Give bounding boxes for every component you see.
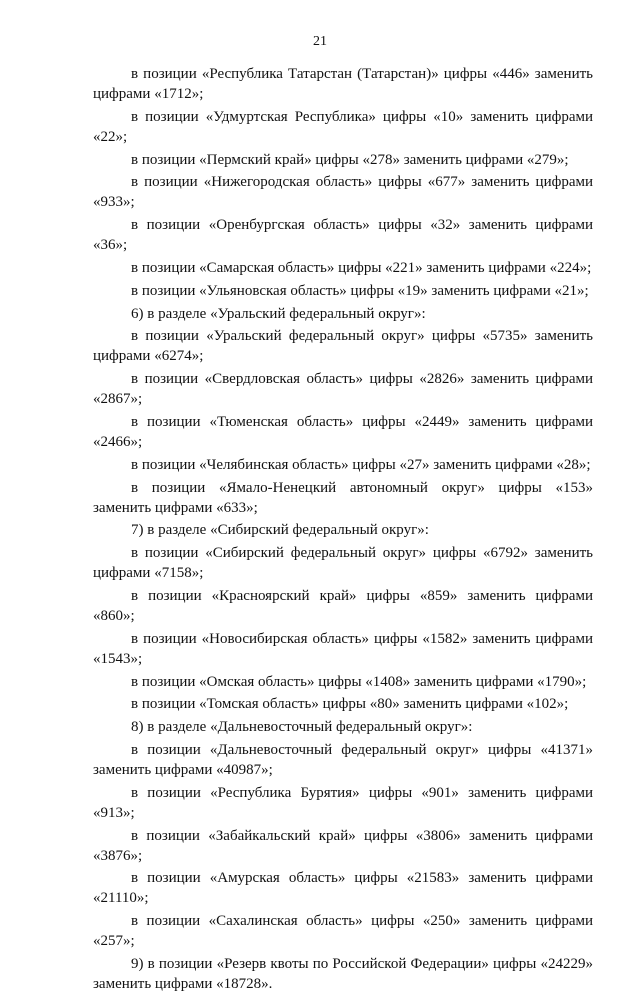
paragraph: в позиции «Тюменская область» цифры «2449» заменить цифрами «2466»; (93, 413, 593, 450)
section-heading: 8) в разделе «Дальневосточный федеральный округ»: (131, 719, 473, 736)
paragraph: в позиции «Сахалинская область» цифры «250» заменить цифрами «257»; (93, 913, 593, 950)
paragraph: в позиции «Оренбургская область» цифры «32» заменить цифрами «36»; (93, 217, 593, 254)
paragraph: в позиции «Амурская область» цифры «21583» заменить цифрами «21110»; (93, 870, 593, 907)
paragraph: в позиции «Самарская область» цифры «221» заменить цифрами «224»; (131, 259, 592, 276)
paragraph: в позиции «Удмуртская Республика» цифры «10» заменить цифрами «22»; (93, 108, 593, 145)
paragraph: в позиции «Челябинская область» цифры «27» заменить цифрами «28»; (131, 456, 591, 473)
paragraph: в позиции «Красноярский край» цифры «859» заменить цифрами «860»; (93, 587, 593, 624)
paragraph: в позиции «Томская область» цифры «80» заменить цифрами «102»; (131, 696, 569, 713)
paragraph: в позиции «Новосибирская область» цифры «1582» заменить цифрами «1543»; (93, 630, 593, 667)
paragraph: в позиции «Сибирский федеральный округ» цифры «6792» заменить цифрами «7158»; (93, 545, 593, 582)
paragraph: в позиции «Пермский край» цифры «278» заменить цифрами «279»; (131, 151, 569, 168)
paragraph: в позиции «Забайкальский край» цифры «3806» заменить цифрами «3876»; (93, 827, 593, 864)
paragraph: в позиции «Уральский федеральный округ» цифры «5735» заменить цифрами «6274»; (93, 328, 593, 365)
paragraph: в позиции «Нижегородская область» цифры «677» заменить цифрами «933»; (93, 174, 593, 211)
paragraph: в позиции «Ульяновская область» цифры «19» заменить цифрами «21»; (131, 282, 589, 299)
paragraph: 9) в позиции «Резерв квоты по Российской Федерации» цифры «24229» заменить цифрами «18728». (93, 955, 593, 992)
paragraph: в позиции «Дальневосточный федеральный округ» цифры «41371» заменить цифрами «40987»; (93, 741, 593, 778)
paragraph: в позиции «Республика Татарстан (Татарстан)» цифры «446» заменить цифрами «1712»; (93, 66, 593, 102)
section-heading: 6) в разделе «Уральский федеральный округ»: (131, 305, 426, 322)
document-body (93, 64, 593, 997)
page-number: 21 (313, 34, 327, 49)
paragraph: в позиции «Омская область» цифры «1408» заменить цифрами «1790»; (131, 673, 587, 690)
paragraph: в позиции «Республика Бурятия» цифры «901» заменить цифрами «913»; (93, 784, 593, 821)
paragraph: в позиции «Ямало-Ненецкий автономный округ» цифры «153» заменить цифрами «633»; (93, 479, 593, 516)
section-heading: 7) в разделе «Сибирский федеральный округ»: (131, 522, 429, 539)
paragraph: в позиции «Свердловская область» цифры «2826» заменить цифрами «2867»; (93, 371, 593, 408)
